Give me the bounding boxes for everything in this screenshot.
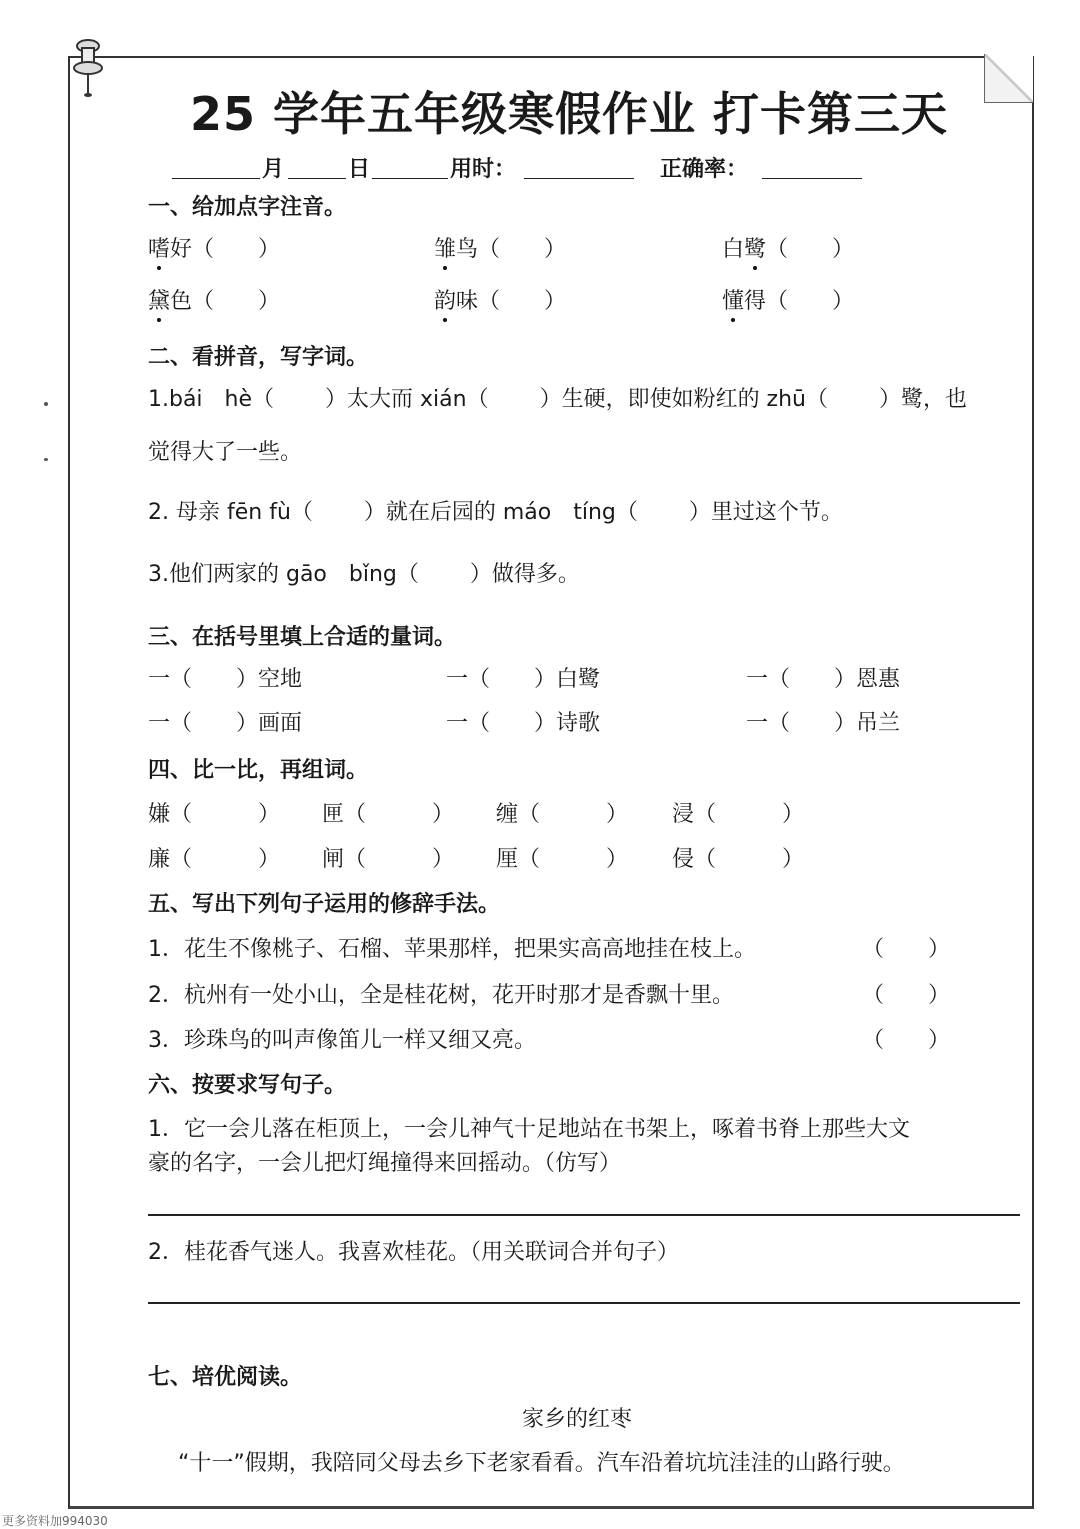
compare-word-item: 闸（ ）: [322, 847, 455, 872]
compare-word-item: 侵（ ）: [672, 847, 805, 872]
measure-word-item: 一（ ）画面: [148, 711, 303, 736]
section-5-title: 五、写出下列句子运用的修辞手法。: [148, 892, 501, 917]
rhetoric-answer-paren: （ ）: [862, 937, 951, 962]
compare-word-item: 嫌（ ）: [148, 802, 281, 827]
compare-word-item: 廉（ ）: [148, 847, 281, 872]
month-label: 月: [262, 157, 285, 182]
compare-word-item: 厘（ ）: [496, 847, 629, 872]
page-curl: [984, 54, 1033, 103]
rhetoric-answer-paren: （ ）: [862, 1028, 951, 1053]
time-label: 用时：: [450, 157, 517, 182]
measure-word-item: 一（ ）吊兰: [746, 711, 901, 736]
section-7-title: 七、培优阅读。: [148, 1365, 303, 1390]
pushpin-icon: [70, 38, 108, 98]
section-3-title: 三、在括号里填上合适的量词。: [148, 625, 457, 650]
answer-line: [148, 1214, 1020, 1216]
section-4-title: 四、比一比，再组词。: [148, 758, 369, 783]
passage-title: 家乡的红枣: [522, 1407, 633, 1432]
measure-word-item: 一（ ）恩惠: [746, 667, 901, 692]
measure-word-item: 一（ ）白鹭: [446, 667, 601, 692]
pinyin-item: 嗜好（ ）: [148, 232, 280, 263]
measure-word-item: 一（ ）空地: [148, 667, 303, 692]
section-6-title: 六、按要求写句子。: [148, 1073, 347, 1098]
question-6-1-line2: 豪的名字，一会儿把灯绳撞得来回摇动。（仿写）: [148, 1151, 622, 1176]
blank-time: [524, 178, 634, 179]
scan-speck: [44, 458, 48, 461]
rhetoric-answer-paren: （ ）: [862, 983, 951, 1008]
question-2-1-line1: 1.bái hè（ ）太大而 xián（ ）生硬，即使如粉红的 zhū（ ）鹭，也: [148, 387, 967, 412]
compare-word-item: 匣（ ）: [322, 802, 455, 827]
measure-word-item: 一（ ）诗歌: [446, 711, 601, 736]
watermark: 更多资料加994030: [2, 1514, 108, 1528]
day-label: 日: [348, 157, 371, 182]
pinyin-item: 黛色（ ）: [148, 284, 280, 315]
question-2-2: 2. 母亲 fēn fù（ ）就在后园的 máo tíng（ ）里过这个节。: [148, 500, 843, 525]
rhetoric-sentence: 2．杭州有一处小山，全是桂花树，花开时那才是香飘十里。: [148, 983, 734, 1008]
page-title: 25 学年五年级寒假作业 打卡第三天: [190, 87, 949, 141]
blank-day: [288, 178, 346, 179]
rhetoric-sentence: 3．珍珠鸟的叫声像笛儿一样又细又亮。: [148, 1028, 536, 1053]
question-2-3: 3.他们两家的 gāo bǐng（ ）做得多。: [148, 562, 580, 587]
question-6-1-line1: 1．它一会儿落在柜顶上，一会儿神气十足地站在书架上，啄着书脊上那些大文: [148, 1117, 910, 1142]
answer-line: [148, 1302, 1020, 1304]
compare-word-item: 浸（ ）: [672, 802, 805, 827]
blank-accuracy: [762, 178, 862, 179]
accuracy-label: 正确率：: [660, 157, 749, 182]
section-1-title: 一、给加点字注音。: [148, 195, 347, 220]
scan-speck: [44, 402, 48, 406]
passage-line: “十一”假期，我陪同父母去乡下老家看看。汽车沿着坑坑洼洼的山路行驶。: [178, 1451, 905, 1476]
question-6-2: 2．桂花香气迷人。我喜欢桂花。（用关联词合并句子）: [148, 1240, 679, 1265]
question-2-1-line2: 觉得大了一些。: [148, 440, 303, 465]
blank-hours: [372, 178, 448, 179]
pinyin-item: 白鹭（ ）: [722, 232, 854, 263]
rhetoric-sentence: 1．花生不像桃子、石榴、苹果那样，把果实高高地挂在枝上。: [148, 937, 756, 962]
blank-month: [172, 178, 260, 179]
pinyin-item: 懂得（ ）: [722, 284, 854, 315]
section-2-title: 二、看拼音，写字词。: [148, 345, 369, 370]
pinyin-item: 雏鸟（ ）: [434, 232, 566, 263]
pinyin-item: 韵味（ ）: [434, 284, 566, 315]
compare-word-item: 缠（ ）: [496, 802, 629, 827]
